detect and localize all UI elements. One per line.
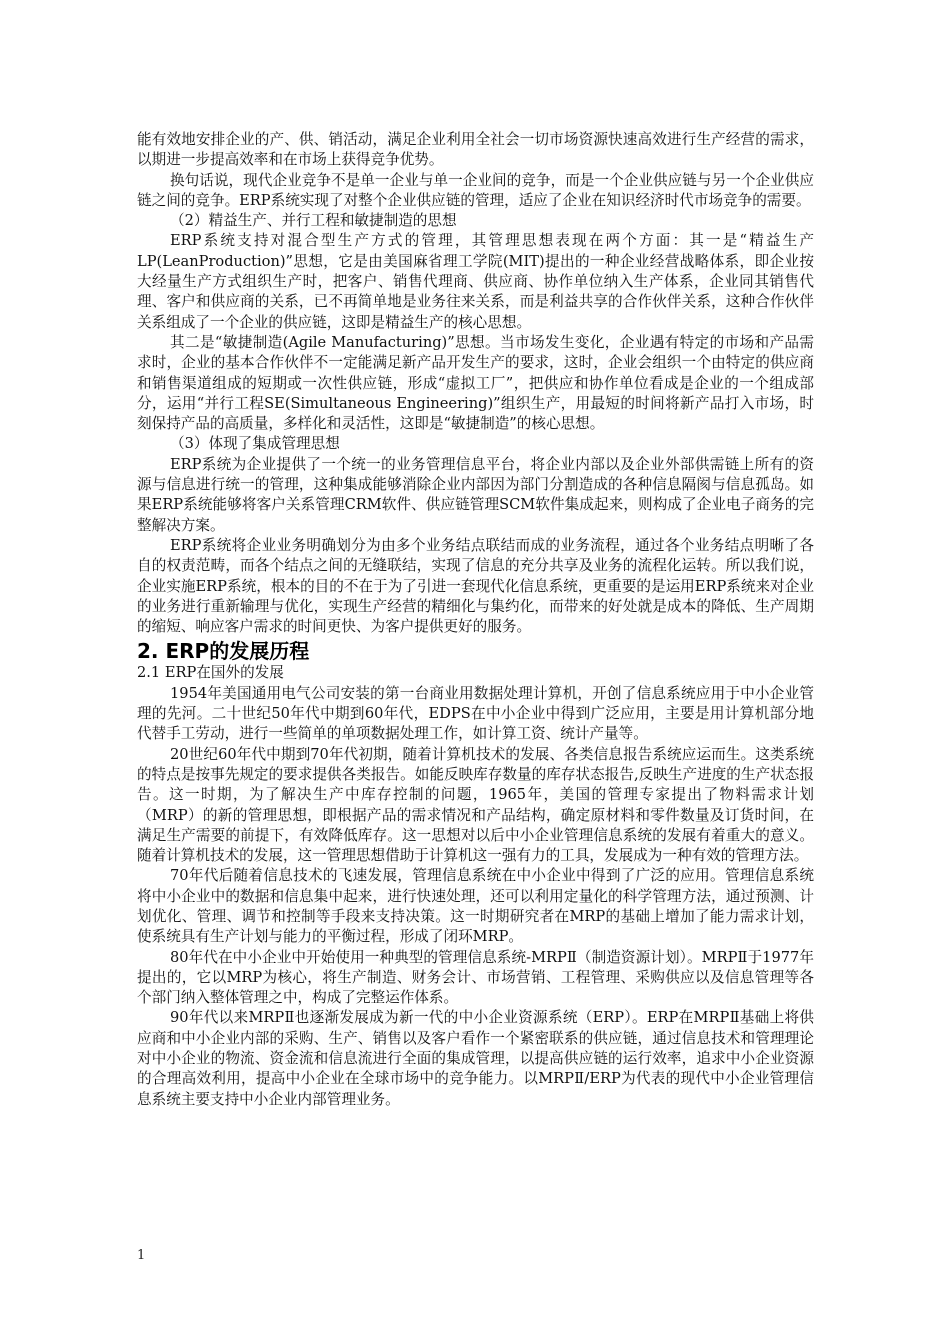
subsection-heading: （2）精益生产、并行工程和敏捷制造的思想 <box>170 212 457 230</box>
paragraph: 换句话说，现代企业竞争不是单一企业与单一企业间的竞争，而是一个企业供应链与另一个企业供应链之间的竞争。ERP系统实现了对整个企业供应链的管理，适应了企业在知识经济时代市场竞争的需要。 <box>137 171 814 209</box>
paragraph: ERP系统支持对混合型生产方式的管理，其管理思想表现在两个方面：其一是“精益生产LP(LeanProduction)”思想，它是由美国麻省理工学院(MIT)提出的一种企业经营战略体系，即企业按大经量生产方式组织生产时，把客户、销售代理商、供应商、协作单位纳入生产体系，企业同其销售代理、客户和供应商的关系，已不再简单地是业务往来关系，而是利益共享的合作伙伴关系，这种合作伙伴关系组成了一个企业的供应链，这即是精益生产的核心思想。 <box>137 232 814 331</box>
paragraph: 1954年美国通用电气公司安装的第一台商业用数据处理计算机，开创了信息系统应用于中小企业管理的先河。二十世纪50年代中期到60年代，EDPS在中小企业中得到广泛应用，主要是用计算机部分地代替手工劳动，进行一些简单的单项数据处理工作，如计算工资、统计产量等。 <box>137 684 814 743</box>
paragraph: 其二是“敏捷制造(Agile Manufacturing)”思想。当市场发生变化，企业遇有特定的市场和产品需求时，企业的基本合作伙伴不一定能满足新产品开发生产的要求，这时，企业会组织一个由特定的供应商和销售渠道组成的短期或一次性供应链，形成“虚拟工厂”，把供应和协作单位看成是企业的一个组成部分，运用“并行工程SE(Simultaneous Engineering)”组织生产，用最短的时间将新产品打入市场，时刻保持产品的高质量，多样化和灵活性，这即是“敏捷制造”的核心思想。 <box>137 333 814 433</box>
paragraph: ERP系统将企业业务明确划分为由多个业务结点联结而成的业务流程，通过各个业务结点明晰了各自的权责范畴，而各个结点之间的无缝联结，实现了信息的充分共享及业务的流程化运转。所以我们说，企业实施ERP系统，根本的目的不在于为了引进一套现代化信息系统，更重要的是运用ERP系统来对企业的业务进行重新输理与优化，实现生产经营的精细化与集约化，而带来的好处就是成本的降低、生产周期的缩短、响应客户需求的时间更快、为客户提供更好的服务。 <box>137 536 814 636</box>
paragraph: 70年代后随着信息技术的飞速发展，管理信息系统在中小企业中得到了广泛的应用。管理信息系统将中小企业中的数据和信息集中起来，进行快速处理，还可以利用定量化的科学管理方法，通过预测、计划优化、管理、调节和控制等手段来支持决策。这一时期研究者在MRP的基础上增加了能力需求计划，使系统具有生产计划与能力的平衡过程，形成了闭环MRP。 <box>137 867 814 946</box>
paragraph: 能有效地安排企业的产、供、销活动，满足企业利用全社会一切市场资源快速高效进行生产经营的需求，以期进一步提高效率和在市场上获得竞争优势。 <box>137 131 814 169</box>
page-body <box>137 130 814 1110</box>
paragraph: 90年代以来MRPⅡ也逐渐发展成为新一代的中小企业资源系统（ERP）。ERP在MRPⅡ基础上将供应商和中小企业内部的采购、生产、销售以及客户看作一个紧密联系的供应链，通过信息技术和管理理论对中小企业的物流、资金流和信息流进行全面的集成管理，以提高供应链的运行效率，追求中小企业资源的合理高效利用，提高中小企业在全球市场中的竞争能力。以MRPⅡ/ERP为代表的现代中小企业管理信息系统主要支持中小企业内部管理业务。 <box>137 1009 814 1108</box>
subsection-title: 2.1 ERP在国外的发展 <box>137 664 284 682</box>
subsection-heading: （3）体现了集成管理思想 <box>170 435 340 453</box>
paragraph: 20世纪60年代中期到70年代初期，随着计算机技术的发展、各类信息报告系统应运而生。这类系统的特点是按事先规定的要求提供各类报告。如能反映库存数量的库存状态报告,反映生产进度的生产状态报告。这一时期，为了解决生产中库存控制的问题，1965年，美国的管理专家提出了物料需求计划（MRP）的新的管理思想，即根据产品的需求情况和产品结构，确定原材料和零件数量及订货时间，在满足生产需要的前提下，有效降低库存。这一思想对以后中小企业管理信息系统的发展有着重大的意义。随着计算机技术的发展，这一管理思想借助于计算机这一强有力的工具，发展成为一种有效的管理方法。 <box>137 745 814 865</box>
paragraph: 80年代在中小企业中开始使用一种典型的管理信息系统-MRPⅡ（制造资源计划）。MRPⅡ于1977年提出的，它以MRP为核心，将生产制造、财务会计、市场营销、工程管理、采购供应以及信息管理等各个部门纳入整体管理之中，构成了完整运作体系。 <box>137 948 814 1007</box>
paragraph: ERP系统为企业提供了一个统一的业务管理信息平台，将企业内部以及企业外部供需链上所有的资源与信息进行统一的管理，这种集成能够消除企业内部因为部门分割造成的各种信息隔阂与信息孤岛。如果ERP系统能够将客户关系管理CRM软件、供应链管理SCM软件集成起来，则构成了企业电子商务的完整解决方案。 <box>137 455 814 534</box>
section-heading: 2. ERP的发展历程 <box>137 639 310 664</box>
page-number: 1 <box>137 1248 146 1263</box>
